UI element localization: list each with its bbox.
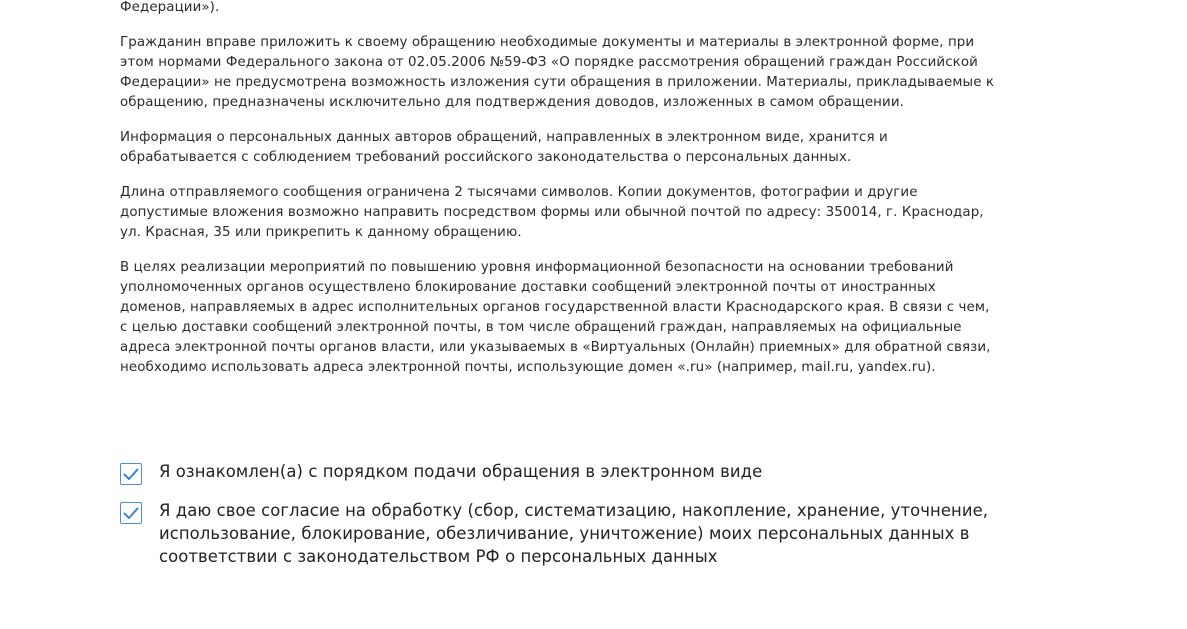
consent-checkboxes [120, 460, 1000, 582]
checkmark-icon [123, 468, 139, 481]
acknowledge-row [120, 460, 1000, 485]
checkmark-icon [123, 507, 139, 520]
paragraph-email-domains: В целях реализации мероприятий по повышению уровня информационной безопасности на основании требований уполномоченных органов осуществлено блокирование доставки сообщений электронной почты от иностранных доменов, направляемых в адрес исполнительных органов государственной власти Краснодарского края. В связи с чем, с целью доставки сообщений электронной почты, в том числе обращений граждан, направляемых на официальные адреса электронной почты органов власти, или указываемых в «Виртуальных (Онлайн) приемных» для обратной связи, необходимо использовать адреса электронной почты, использующие домен «.ru» (например, mail.ru, yandex.ru). [120, 260, 991, 375]
paragraph-attachments: Гражданин вправе приложить к своему обращению необходимые документы и материалы в электронной форме, при этом нормами Федерального закона от 02.05.2006 №59-ФЗ «О порядке рассмотрения обращений граждан Российской Федерации» не предусмотрена возможность изложения сути обращения в приложении. Материалы, прикладываемые к обращению, предназначены исключительно для подтверждения доводов, изложенных в самом обращении. [120, 35, 995, 110]
paragraph-federation-tail: Федерации»). [120, 0, 220, 15]
consent-checkbox[interactable] [120, 502, 142, 524]
consent-row [120, 499, 1000, 568]
acknowledge-checkbox[interactable] [120, 463, 142, 485]
consent-label[interactable]: Я даю свое согласие на обработку (сбор, систематизацию, накопление, хранение, уточнение, использование, блокирование, обезличивание, уничтожение) моих персональных данных в соответствии с законодательством РФ о персональных данных [159, 501, 989, 566]
info-text-block [120, 0, 1000, 393]
paragraph-message-length: Длина отправляемого сообщения ограничена 2 тысячами символов. Копии документов, фотографии и другие допустимые вложения возможно направить посредством формы или обычной почтой по адресу: 350014, г. Краснодар, ул. Красная, 35 или прикрепить к данному обращению. [120, 185, 984, 240]
acknowledge-label[interactable]: Я ознакомлен(а) с порядком подачи обращения в электронном виде [159, 462, 763, 481]
paragraph-personal-data: Информация о персональных данных авторов обращений, направленных в электронном виде, хранится и обрабатывается с соблюдением требований российского законодательства о персональных данных. [120, 130, 888, 165]
